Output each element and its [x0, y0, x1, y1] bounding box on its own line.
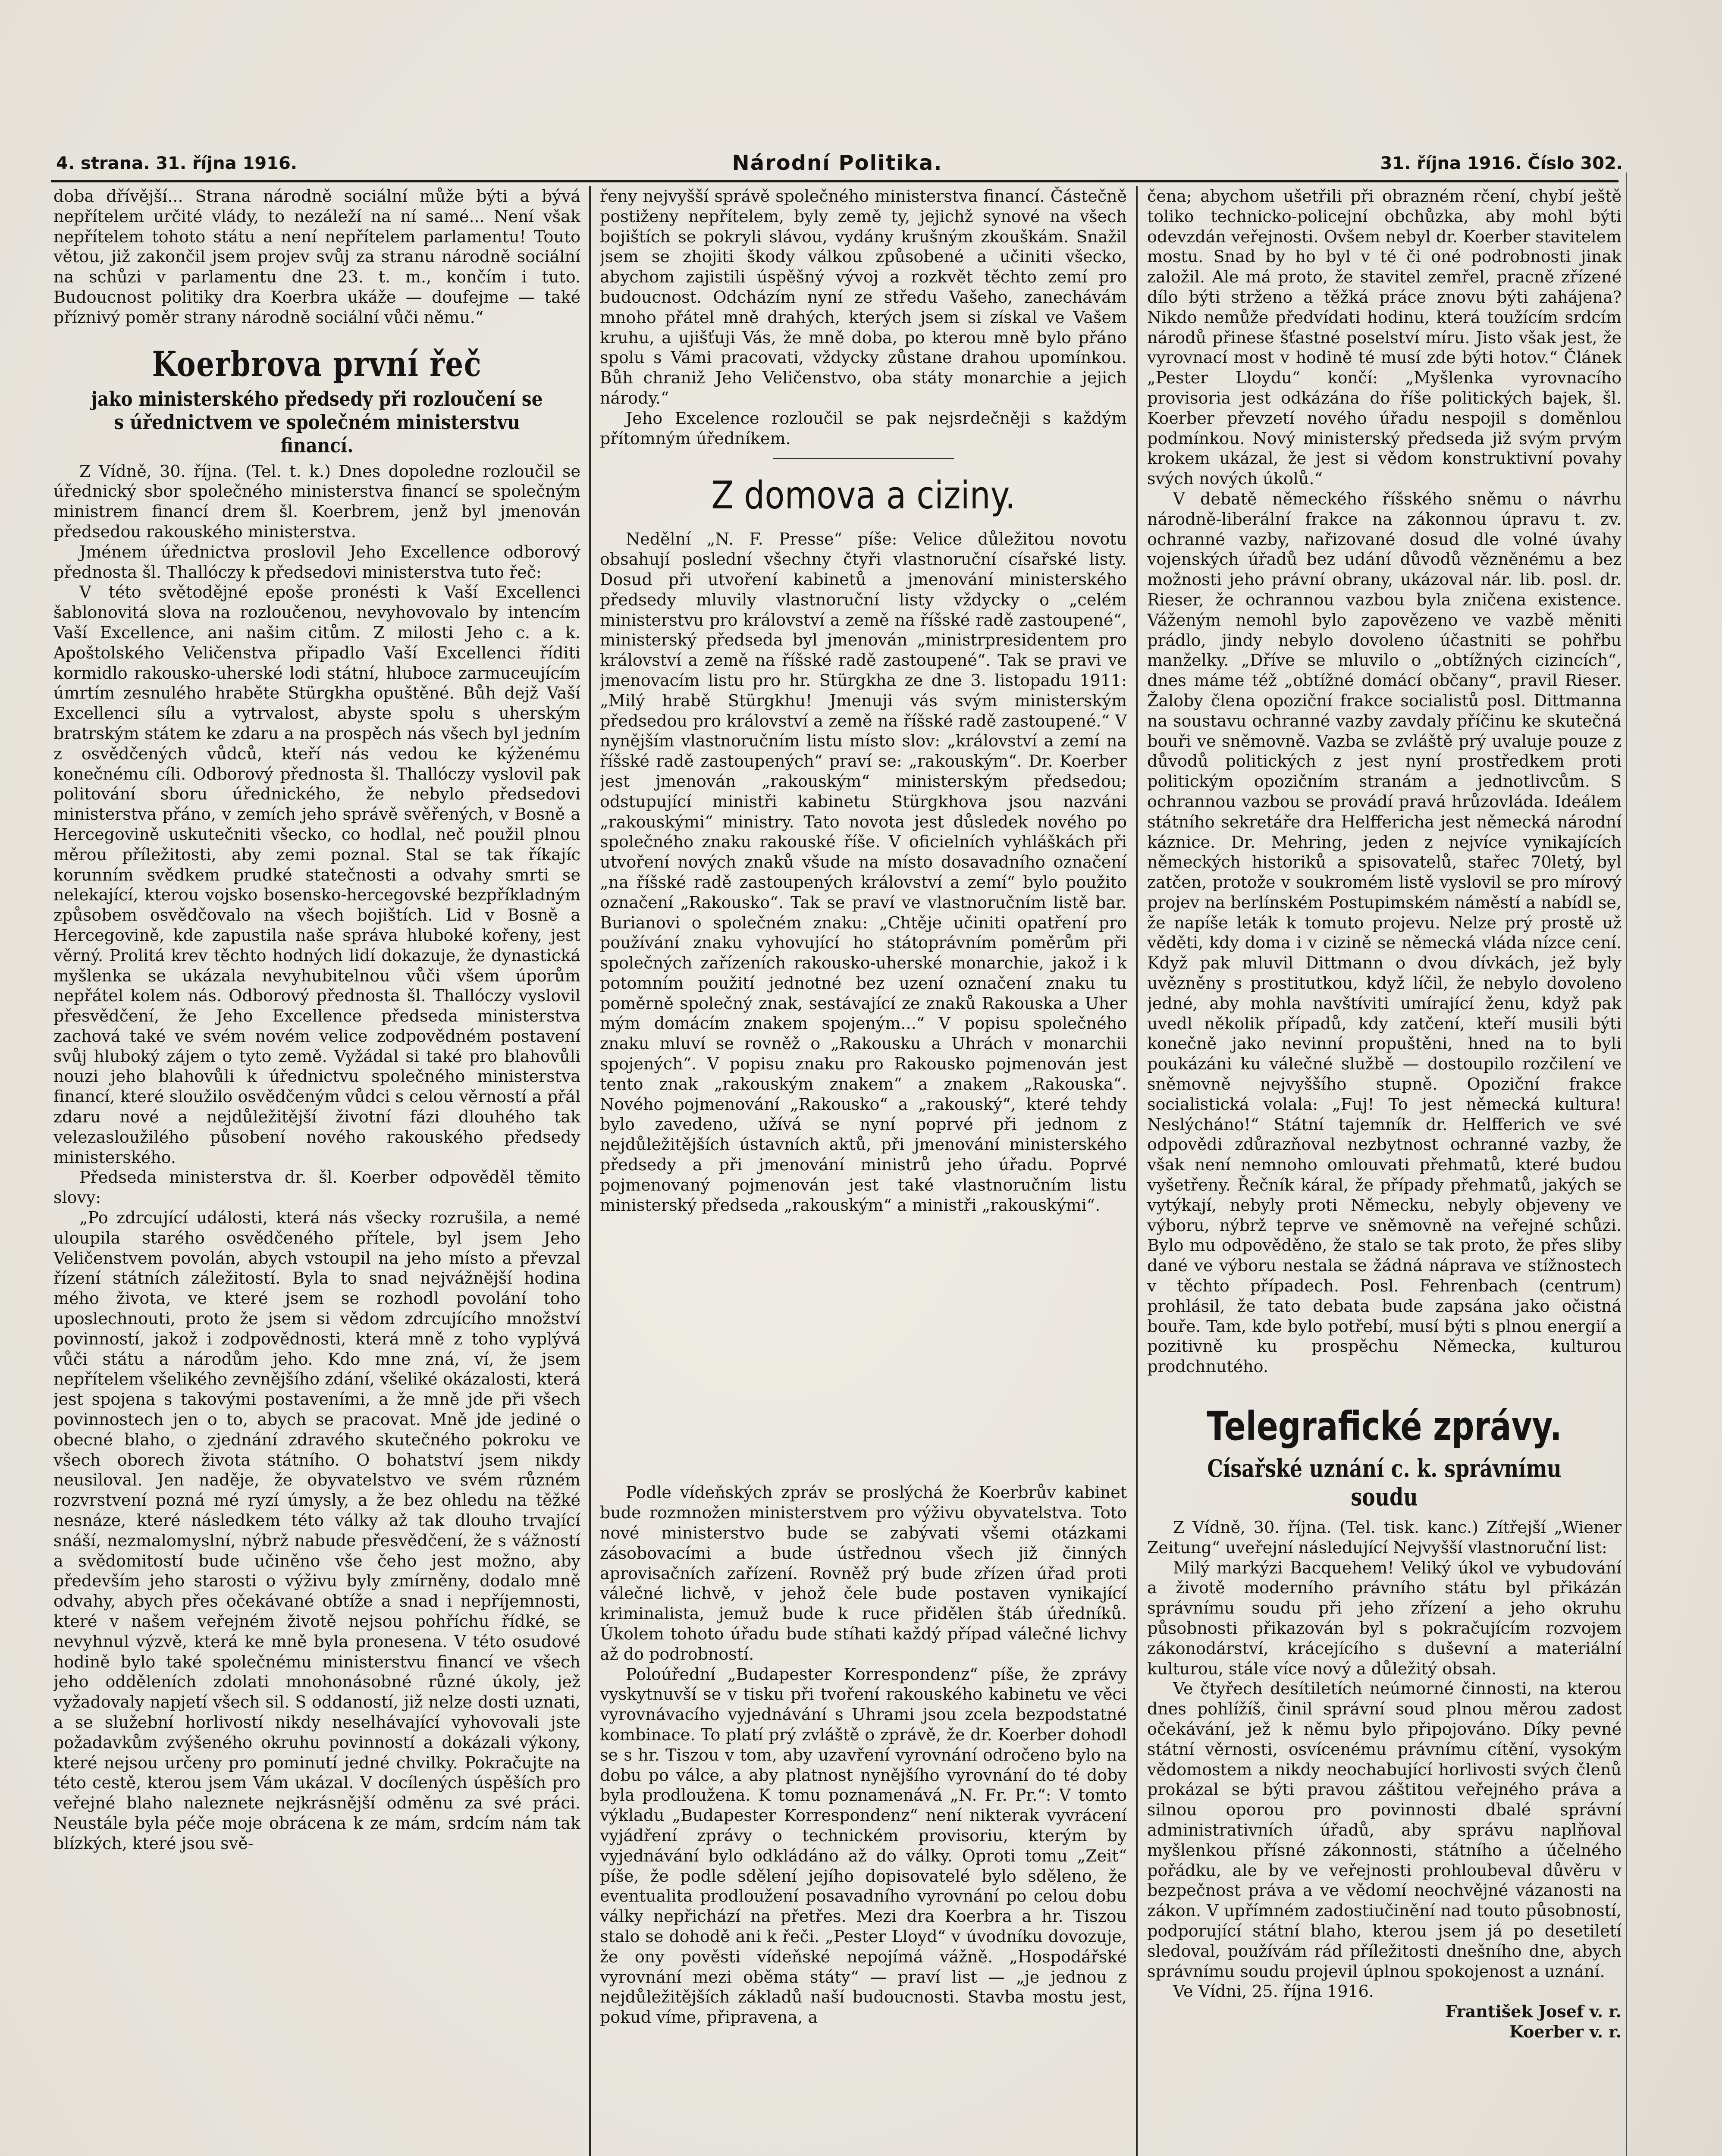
section-rule [773, 458, 954, 459]
paragraph: V této světodějné epoše pronésti k Vaší Excellenci šablonovitá slova na rozloučenou, nevyhovovalo by intencím Vaší Excellence, ani našim citům. Z milosti Jeho c. a k. Apoštolského Veličenstva připadlo Vaší Excellenci říditi kormidlo rakousko-uherské lodi státní, hluboce zarmuceujícím úmrtím zesnulého hraběte Stürgkha opuštěné. Bůh dejž Vaší Excellenci sílu a vytrvalost, abyste spolu s uherským bratrským státem ke zdaru a na prospěch nás všech byl jedním z osvědčených vůdců, kteří nás vedou ke kýženému konečnému cíli. Odborový přednosta šl. Thallóczy vyslovil pak politování sboru úřednického, že nebylo předsedovi ministerstva přáno, v zemích jeho správě svěřených, v Bosně a Hercegovině uskutečniti všecko, co hodlal, neč použil plnou měrou příležitosti, aby zemi poznal. Stal se tak říkajíc korunním svědkem prudké statečnosti a odvahy smrti se nelekající, kterou vojsko bosensko-hercegovské bezpříkladným způsobem osvědčovalo na všech bojištích. Lid v Bosně a Hercegovině, kde zapustila naše správa hluboké kořeny, jest věrný. Prolitá krev těchto hodných lidí dokazuje, že dynastická myšlenka se ukázala nevyhubitelnou vůči všem úporům nepřátel kolem nás. Odborový přednosta šl. Thallóczy vyslovil přesvědčení, že Jeho Excellence předseda ministerstva zachová také ve svém novém velice zodpovědném postavení svůj hluboký zájem o tyto země. Vyžádal si také pro blahovůli nouzi jeho blahovůli k úřednictvu společného ministerstva financí, které sloužilo osvědčeným vůdci s celou věrností a přál zdaru nové a nejdůležitější životní fázi dlouhého tak velezasloužilého působení nového rakouského předsedy ministerského. [53, 583, 580, 1167]
header-rule [51, 180, 1618, 182]
issue-date-number: 31. října 1916. Číslo 302. [1380, 154, 1623, 173]
paragraph: Z Vídně, 30. října. (Tel. t. k.) Dnes dopoledne rozloučil se úřednický sbor společného ministerstva financí se společným ministrem financí drem šl. Koerbrem, jenž byl jmenován předsedou rakouského ministerstva. [53, 461, 580, 541]
paragraph: Nedělní „N. F. Presse“ píše: Velice důležitou novotu obsahují poslední všechny čtyři vlastnoruční císařské listy. Dosud při utvoření kabinetů a jmenování ministerského předsedy mluvily vlastnoruční listy vždycky o „celém ministerstvu pro království a země na říšské radě zastoupené“, ministerský předseda byl jmenován „ministrpresidentem pro království a země na říšské radě zastoupené“. Tak se pravi ve jmenovacím listu pro hr. Stürgkha ze dne 3. listopadu 1911: „Milý hrabě Stürgkhu! Jmenuji vás svým ministerským předsedou pro království a země na říšské radě zastoupené.“ V nynějším vlastnoručním listu místo slov: „království a zemí na říšské radě zastoupených“ praví se: „rakouským“. Dr. Koerber jest jmenován „rakouským“ ministerským předsedou; odstupující ministři kabinetu Stürgkhova jsou nazváni „rakouskými“ ministry. Tato novota jest důsledek nového po společného znaku rakouské říše. V oficielních vyhláškách při utvoření nových znaků všude na místo dosavadního označení „na říšské radě zastoupených království a zemí“ bylo použito označení „Rakousko“. Tak se praví ve vlastnoručním listě bar. Burianovi o společném znaku: „Chtěje učiniti opatření pro používání znaku vyhovující ho státoprávním poměrům při společných zařízeních rakousko-uherské monarchie, jakož i k potomním použití jednotné bez uzení označení znaku tu poměrně společný znak, sestávající ze znaků Rakouska a Uher mým domácím znakem spojeným...“ V popisu společného znaku mluví se rovněž o „Rakousku a Uhrách v monarchii spojených“. V popisu znaku pro Rakousko pojmenován jest tento znak „rakouským znakem“ a znakem „Rakouska“. Nového pojmenování „Rakousko“ a „rakouský“, které tehdy bylo zavedeno, užívá se nyní poprvé při jednom z nejdůležitějších ústavních aktů, při jmenování ministerského předsedy a při jmenování ministrů jeho úřadu. Poprvé pojmenovaný pojmenován jest také vlastnoručním listu ministerský předseda „rakouským“ a ministři „rakouskými“. [600, 530, 1127, 1215]
paragraph: Předseda ministerstva dr. šl. Koerber odpověděl těmito slovy: [53, 1168, 580, 1207]
section-headline: Telegrafické zprávy. [1207, 1403, 1562, 1450]
column-divider [1136, 186, 1138, 2156]
paragraph: Ve čtyřech desítiletích neúmorné činnosti, na kterou dnes pohlížíš, činil správní soud plnou měrou zadost očekávání, jež k němu bylo připojováno. Díky pevné státní věrnosti, osvícenému právnímu cítění, vysokým vědomostem a nikdy neochabující horlivosti svých členů prokázal se býti pravou záštitou veřejného práva a silnou oporou pro povinnosti dbalé správní administrativních úřadů, aby správu naplňoval myšlenkou přísné zákonnosti, státního a účelného pořádku, ale by ve veřejnosti prohloubeval důvěru v bezpečnost práva a ve vědomí neochvějné vázanosti na zákon. V upřímném zadostiučinění nad touto působností, podporující státní blaho, kterou jsem já po desetiletí sledoval, používám rád příležitosti dnešního dne, abych správnímu soudu projevil úplnou spokojenost a uznání. [1147, 1679, 1622, 1981]
blank-space [600, 1215, 1127, 1482]
paragraph: „Po zdrcující události, která nás všecky rozrušila, a nemé uloupila starého osvědčeného přítele, byl jsem Jeho Veličenstvem povolán, abych vstoupil na jeho místo a převzal řízení státních záležitostí. Byla to snad nejvážnější hodina mého života, ve které jsem se rozhodl povolání toho uposlechnouti, proto že jsem si vědom zdrcujícího množství povinností, jakož i zodpovědnosti, která mně z toho vyplývá vůči státu a národům jeho. Kdo mne zná, ví, že jsem nepřítelem všelikého zevnějšího zdání, všeliké okázalosti, která jest spojena s takovými postaveními, a že mně jde při všech povinnostech jen o to, abych se pracovat. Mně jde jediné o obecné blaho, o zjednání zdravého skutečného pokroku ve všech oborech života státního. O bohatství jsem nikdy neusiloval. Jen naděje, že obyvatelstvo ve svém různém rozvrstvení pozná mé ryzí úmysly, a že bez ohledu na těžké nesnáze, které následkem této války až tak dlouho trvající snáší, nezmalomyslní, nýbrž nabude přesvědčení, že s vážností a svědomitostí bude učiněno vše čeho jest možno, aby především jeho starosti o výživu byly zmírněny, dodalo mně odvahy, abych přes očekávané obtíže a snad i nepříjemnosti, které v našem veřejném životě nejsou pohříchu řídké, se nevyhnul výzvě, která ke mně byla pronesena. V této osudové hodině bylo také společnému ministerstvu financí ve všech jeho odděleních zdolati mnohonásobné různé úkoly, jež vyžadovaly napjetí všech sil. S oddaností, již nelze dosti uznati, a se služební horlivostí nikdy neselhávající vyhovovali jste požadavkům zvýšeného okruhu povinností a dokázali výkony, které nejsou určeny pro pominutí jedné chvilky. Pokračujte na této cestě, kterou jsem Vám ukázal. V docílených úspěších pro veřejné blaho naleznete nejkrásnější odměnu za své práci. Neustále byla péče moje obrácena k ze mám, srdcím nám tak blízkých, které jsou svě- [53, 1208, 580, 1853]
column-1 [53, 186, 580, 2156]
paragraph: Podle vídeňských zpráv se proslýchá že Koerbrův kabinet bude rozmnožen ministerstvem pro výživu obyvatelstva. Toto nové ministerstvo bude se zabývati všemi otázkami zásobovacími a bude ústřednou všech již činných aprovisačních zařízení. Rovněž prý bude zřízen úřad proti válečné lichvě, v jehož čele bude postaven vynikající kriminalista, jemuž bude k ruce přidělen štáb úředníků. Úkolem tohoto úřadu bude stíhati každý případ válečné lichvy až do podrobností. [600, 1483, 1127, 1664]
paragraph: Z Vídně, 30. října. (Tel. tisk. kanc.) Zítřejší „Wiener Zeitung“ uveřejní následující Nejvyšší vlastnoruční list: [1147, 1518, 1622, 1557]
column-3 [1147, 186, 1622, 2156]
masthead-title: Národní Politika. [732, 151, 943, 175]
article-headline: Císařské uznání c. k. správnímu soudu [1207, 1454, 1562, 1512]
dateline: Ve Vídni, 25. října 1916. [1173, 1982, 1374, 2001]
paragraph: Poloúřední „Budapester Korrespondenz“ píše, že zprávy vyskytnuvší se v tisku při tvoření rakouského kabinetu ve věci vyrovnávacího vyjednávání s Uhrami jsou zcela bezpodstatné kombinace. To platí prý zvláště o zprávě, že dr. Koerber dohodl se s hr. Tiszou v tom, aby uzavření vyrovnání odročeno bylo na dobu po válce, a aby platnost nynějšího vyrovnání do té doby byla prodloužena. K tomu poznamenává „N. Fr. Pr.“: V tomto výkladu „Budapester Korrespondenz“ není nikterak vyvrácení vyjádření zprávy o technickém provisoriu, kterým by vyjednávání bylo odkládáno až do války. Oproti tomu „Zeit“ píše, že podle sdělení jejího dopisovatelé bylo sděleno, že eventualita prodloužení posavadního vyrovnání po celou dobu války nepřichází na přetřes. Mezi dra Koerbra a hr. Tiszou stalo se dohodě ani k řeči. „Pester Lloyd“ v úvodníku dovozuje, že ony pověsti vídeňské nepojímá vážně. „Hospodářské vyrovnání mezi oběma státy“ — praví list — „je jednou z nejdůležitějších základů naší budoucnosti. Stavba mostu jest, pokud víme, připravena, a [600, 1664, 1127, 2027]
paragraph: Milý markýzi Bacquehem! Veliký úkol ve vybudování a životě moderního právního státu byl přikázán správnímu soudu při jeho zřízení a jeho okruhu působnosti přikazován byl s pokračujícím rozvojem zákonodárství, krácejícího s duševní a materiální kulturou, stále více nový a důležitý obsah. [1147, 1558, 1622, 1678]
article-headline: Koerbrova první řeč [152, 343, 482, 384]
paragraph: řeny nejvyšší správě společného ministerstva financí. Částečně postiženy nepřítelem, byly země ty, jejichž synové na všech bojištích se pokryli slávou, vydány krušným zkouškám. Snažil jsem se zhojiti škody válkou způsobené a učiniti všecko, abychom zajistili úspěšný vývoj a rozkvět těchto zemí pro budoucnost. Odcházím nyní ze středu Vašeho, zanechávám mnoho přátel mně drahých, kterých jsem si získal ve Vašem kruhu, a ujišťuji Vás, že mně doba, po kterou mně bylo přáno spolu s Vámi pracovati, vždycky zůstane drahou upomínkou. Bůh chraniž Jeho Veličenstvo, oba státy monarchie a jejich národy.“ [600, 187, 1127, 407]
page-edge-line [1626, 172, 1627, 2156]
article-subheadline: jako ministerského předsedy při rozloučení se s úřednictvem ve společném ministerstvu financí. [91, 387, 543, 457]
paragraph: Jménem úřednictva proslovil Jeho Excellence odborový přednosta šl. Thallóczy k předsedovi ministerstva tuto řeč: [53, 542, 580, 582]
paragraph: V debatě německého říšského sněmu o návrhu národně-liberální frakce na zákonnou úpravu t. zv. ochranné vazby, nařizované dosud dle volné úvahy vojenských úřadů bez udání důvodů vězněnému a bez možnosti jeho právní obrany, ukázoval nár. lib. posl. dr. Rieser, že ochrannou vazbou byla zničena existence. Váženým nemohl bylo zapovězeno ve vazbě měniti prádlo, jindy nebylo dovoleno účastniti se pohřbu manželky. „Dříve se mluvilo o „obtížných cizincích“, dnes máme též „obtížné domácí občany“, pravil Rieser. Žaloby člena opoziční frakce socialistů posl. Dittmanna na soustavu ochranné vazby zavdaly příčinu ke skutečná bouři ve sněmovně. Vazba se zvláště prý uvaluje pouze z důvodů politických z jest nyní prostředkem proti politickým opozičním stranám a jednotlivcům. S ochrannou vazbou se provádí pravá hrůzovláda. Ideálem státního sekretáře dra Helfferichа jest německá národní káznice. Dr. Mehring, jeden z nejvíce vynikajících německých historiků a spisovatelů, stařec 70letý, byl zatčen, protože v soukromém listě vyslovil se pro mírový projev na berlínském Postupimském náměstí a nabídl se, že napíše leták k tomuto projevu. Nelze prý prostě už věděti, kdy doma i v cizině se německá vláda nízce cení. Když pak mluvil Dittmann o dvou dívkách, jež byly uvězněny s prostitutkou, když líčil, že nebylo dovoleno jedné, aby mohla navštíviti umírající ženu, když pak uvedl několik případů, kdy zatčení, kteří musili býti konečně jako nevinní propuštěni, hned na to byli poukázáni ku válečné službě — dostoupilo rozčilení ve sněmovně nejvyššího stupně. Opoziční frakce socialistická volala: „Fuj! To jest německá kultura! Neslýcháno!“ Státní tajemník dr. Helfferich ve své odpovědi zdůrazňoval nezbytnost ochranné vazby, že však není nemnoho omlouvati přehmatů, které budou vyšetřeny. Řečník káral, že případy přehmatů, jakých se vytýkají, nebyly proti Německu, nebyly objeveny ve výboru, nýbrž teprve ve sněmovně na veřejné schůzi. Bylo mu odpověděno, že stalo se tak proto, že přes sliby dané ve výboru nestala se žádná náprava ve stížnostech v těchto případech. Posl. Fehrenbach (centrum) prohlásil, že tato debata bude zapsána jako očistná bouře. Tam, kde bylo potřebí, musí býti s plnou energií a pozitivně ku prospěchu Německa, kulturou prodchnutého. [1147, 489, 1622, 1376]
column-divider [589, 186, 591, 2156]
paragraph: čena; abychom ušetřili při obrazném rčení, chybí ještě toliko technicko-policejní obchůzka, aby mohl býti odevzdán veřejnosti. Ovšem nebyl dr. Koerber stavitelem mostu. Snad by ho byl v té či oné podrobnosti jinak založil. Ale má proto, že stavitel zemřel, pracně zřízené dílo býti strženo a těžká práce znovu býti zahájena? Nikdo nemůže předvídati hodinu, která toužícím srdcím národů přinese šťastné poselství míru. Jisto však jest, že vyrovnací most v hodině té musí zde býti hotov.“ Článek „Pester Lloydu“ končí: „Myšlenka vyrovnacího provisoria jest odkázána do říše politických bajek, šl. Koerber převzetí nového úřadu nespojil s doměnlou podmínkou. Nový ministerský předseda již svým prvým krokem ukázal, že jest si vědom konstruktivní povahy svých nových úkolů.“ [1147, 187, 1622, 489]
section-headline: Z domova a ciziny. [711, 473, 1016, 518]
signature: Koerber v. r. [1509, 2021, 1622, 2041]
column-2 [600, 186, 1127, 2156]
paragraph: doba dřívější... Strana národně sociální může býti a bývá nepřítelem určité vlády, to nezáleží na ní samé... Není však nepřítelem tohoto státu a není nepřítelem parlamentu! Touto větou, již zakončil jsem projev svůj za stranu národně sociální na schůzi v parlamentu dne 23. t. m., končím i tuto. Budoucnost politiky dra Koerbra ukáže — doufejme — také příznivý poměr strany národně sociální vůči němu.“ [53, 187, 580, 327]
running-head [52, 151, 1623, 177]
signature: František Josef v. r. [1445, 2002, 1622, 2021]
paragraph: Jeho Excelence rozloučil se pak nejsrdečněji s každým přítomným úředníkem. [600, 408, 1127, 448]
page-number-date: 4. strana. 31. října 1916. [56, 154, 298, 173]
